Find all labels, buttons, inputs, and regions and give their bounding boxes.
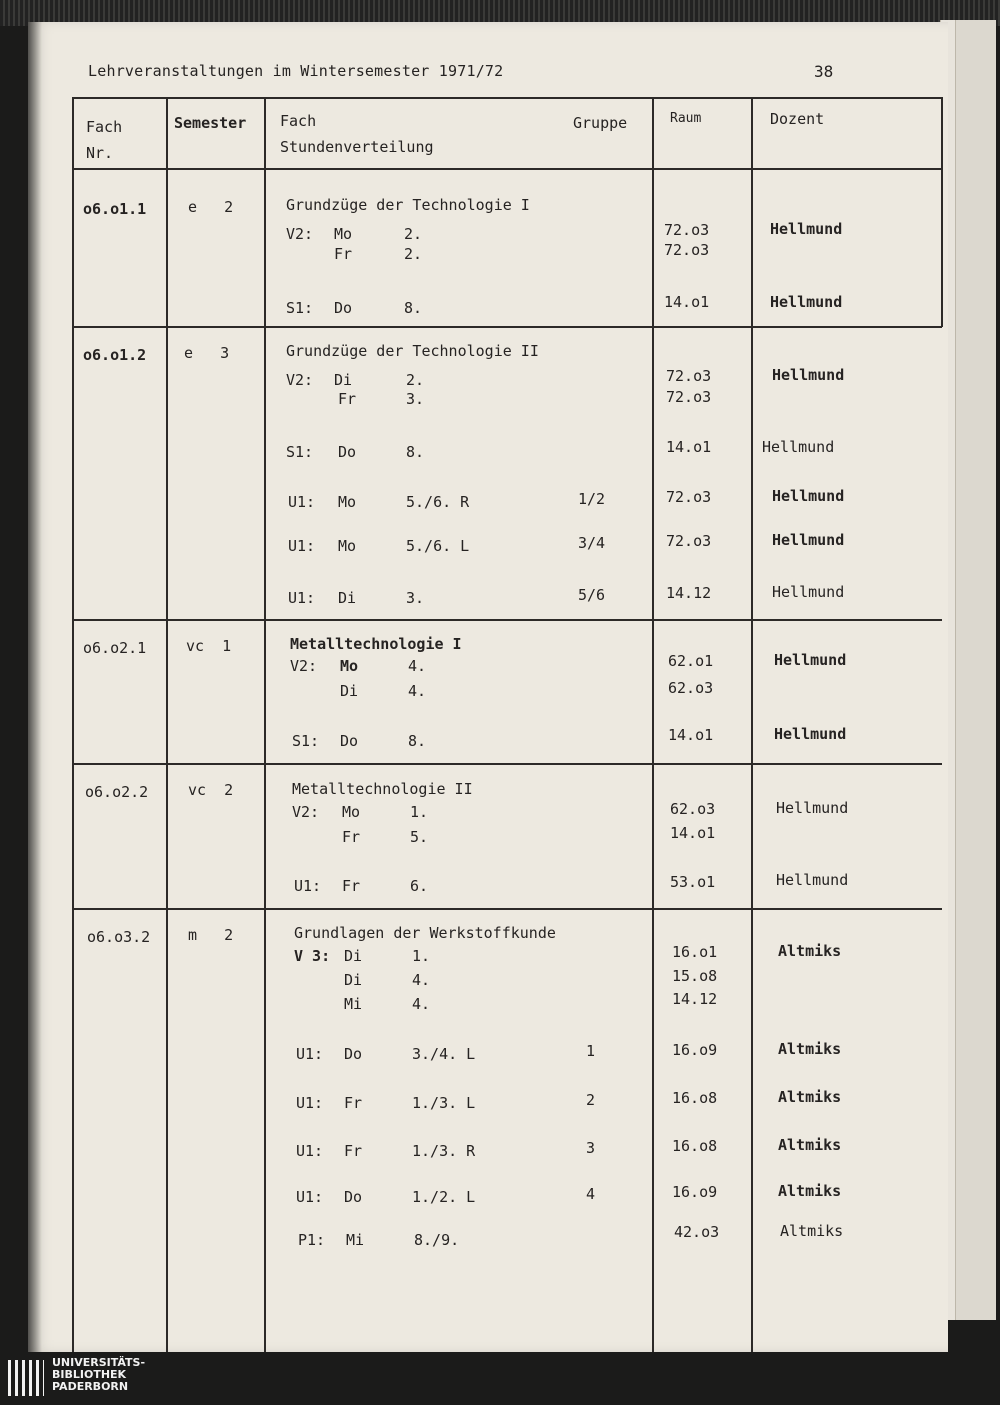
- semester-cell: e 2: [188, 198, 234, 216]
- page-number: 38: [814, 62, 834, 81]
- session-day: Do: [340, 732, 359, 750]
- session-type: V2:: [292, 803, 320, 821]
- lecturer-cell: Hellmund: [774, 651, 847, 669]
- session-day: Mo: [334, 225, 353, 243]
- session-type: S1:: [286, 443, 314, 461]
- session-hour: 2.: [404, 225, 423, 243]
- room-cell: 53.o1: [670, 873, 716, 891]
- room-cell: 72.o3: [664, 221, 710, 239]
- session-type: U1:: [288, 589, 316, 607]
- library-logo-text: UNIVERSITÄTS- BIBLIOTHEK PADERBORN: [52, 1356, 146, 1393]
- session-type: P1:: [298, 1231, 326, 1249]
- course-title: Grundzüge der Technologie I: [286, 196, 530, 214]
- session-hour: 4.: [408, 682, 427, 700]
- col-header-fach-nr: Fach Nr.: [86, 118, 123, 162]
- room-cell: 14.o1: [670, 824, 716, 842]
- document-page: [28, 22, 948, 1352]
- session-hour: 1./3. L: [412, 1094, 476, 1112]
- session-hour: 8.: [404, 299, 423, 317]
- session-day: Di: [338, 589, 357, 607]
- lecturer-cell: Hellmund: [772, 487, 845, 505]
- semester-cell: vc 2: [188, 781, 234, 799]
- room-cell: 14.o1: [666, 438, 712, 456]
- session-hour: 8.: [406, 443, 425, 461]
- session-hour: 5./6. R: [406, 493, 470, 511]
- header-bottom-border: [72, 168, 942, 170]
- room-cell: 16.o8: [672, 1089, 718, 1107]
- session-day: Mo: [340, 657, 359, 675]
- lecturer-cell: Altmiks: [778, 942, 842, 960]
- session-type: U1:: [296, 1188, 324, 1206]
- session-day: Mi: [344, 995, 363, 1013]
- session-hour: 4.: [408, 657, 427, 675]
- session-hour: 3.: [406, 390, 425, 408]
- group-cell: 4: [586, 1185, 596, 1203]
- room-cell: 14.o1: [664, 293, 710, 311]
- room-cell: 16.o8: [672, 1137, 718, 1155]
- lecturer-cell: Hellmund: [772, 366, 845, 384]
- course-number: o6.o2.2: [85, 783, 149, 801]
- col-header-semester: Semester: [174, 114, 247, 132]
- session-hour: 6.: [410, 877, 429, 895]
- session-type: V2:: [286, 225, 314, 243]
- page-title: Lehrveranstaltungen im Wintersemester 1971/72: [88, 62, 504, 80]
- session-type: U1:: [288, 537, 316, 555]
- session-day: Di: [344, 947, 363, 965]
- course-number: o6.o3.2: [87, 928, 151, 946]
- session-hour: 1./2. L: [412, 1188, 476, 1206]
- row-divider: [72, 908, 942, 910]
- course-number: o6.o1.2: [83, 346, 147, 364]
- lecturer-cell: Hellmund: [772, 531, 845, 549]
- room-cell: 16.o1: [672, 943, 718, 961]
- session-hour: 2.: [406, 371, 425, 389]
- group-cell: 2: [586, 1091, 596, 1109]
- session-day: Do: [334, 299, 353, 317]
- course-number: o6.o1.1: [83, 200, 147, 218]
- session-hour: 1.: [412, 947, 431, 965]
- room-cell: 14.o1: [668, 726, 714, 744]
- session-type: V2:: [286, 371, 314, 389]
- room-cell: 62.o3: [670, 800, 716, 818]
- lecturer-cell: Hellmund: [774, 725, 847, 743]
- session-day: Do: [338, 443, 357, 461]
- row-divider: [72, 619, 942, 621]
- session-type: S1:: [286, 299, 314, 317]
- session-day: Di: [340, 682, 359, 700]
- page-edge: [955, 20, 996, 1320]
- binding-shadow: [28, 22, 42, 1352]
- session-hour: 2.: [404, 245, 423, 263]
- lecturer-cell: Hellmund: [776, 871, 849, 889]
- session-type: S1:: [292, 732, 320, 750]
- table-top-border: [72, 97, 942, 99]
- session-day: Do: [344, 1045, 363, 1063]
- lecturer-cell: Hellmund: [776, 799, 849, 817]
- group-cell: 1/2: [578, 490, 606, 508]
- course-title: Grundzüge der Technologie II: [286, 342, 539, 360]
- session-day: Di: [344, 971, 363, 989]
- course-title: Metalltechnologie II: [292, 780, 473, 798]
- library-footer: [0, 1352, 1000, 1405]
- col-divider: [166, 97, 168, 1352]
- session-day: Mo: [338, 537, 357, 555]
- session-type: U1:: [294, 877, 322, 895]
- session-hour: 5./6. L: [406, 537, 470, 555]
- semester-cell: m 2: [188, 926, 234, 944]
- session-type: U1:: [288, 493, 316, 511]
- library-logo-icon: [8, 1360, 44, 1396]
- room-cell: 14.12: [666, 584, 712, 602]
- session-day: Fr: [334, 245, 353, 263]
- semester-cell: e 3: [184, 344, 230, 362]
- session-day: Fr: [342, 828, 361, 846]
- col-header-dozent: Dozent: [770, 110, 825, 128]
- group-cell: 1: [586, 1042, 596, 1060]
- session-hour: 3./4. L: [412, 1045, 476, 1063]
- col-header-raum: Raum: [670, 111, 702, 126]
- lecturer-cell: Hellmund: [762, 438, 835, 456]
- lecturer-cell: Hellmund: [772, 583, 845, 601]
- lecturer-cell: Altmiks: [780, 1222, 844, 1240]
- course-number: o6.o2.1: [83, 639, 147, 657]
- room-cell: 14.12: [672, 990, 718, 1008]
- session-day: Fr: [338, 390, 357, 408]
- col-header-stundenverteilung: Stundenverteilung: [280, 138, 434, 156]
- lecturer-cell: Hellmund: [770, 220, 843, 238]
- session-hour: 1./3. R: [412, 1142, 476, 1160]
- session-hour: 4.: [412, 995, 431, 1013]
- session-type: U1:: [296, 1094, 324, 1112]
- table-right-border: [941, 97, 943, 327]
- group-cell: 3/4: [578, 534, 606, 552]
- group-cell: 5/6: [578, 586, 606, 604]
- session-hour: 3.: [406, 589, 425, 607]
- room-cell: 72.o3: [666, 367, 712, 385]
- col-header-gruppe: Gruppe: [573, 114, 628, 132]
- session-day: Fr: [344, 1142, 363, 1160]
- session-hour: 4.: [412, 971, 431, 989]
- row-divider: [72, 326, 942, 328]
- room-cell: 72.o3: [666, 532, 712, 550]
- session-hour: 5.: [410, 828, 429, 846]
- lecturer-cell: Altmiks: [778, 1182, 842, 1200]
- room-cell: 62.o3: [668, 679, 714, 697]
- room-cell: 15.o8: [672, 967, 718, 985]
- room-cell: 16.o9: [672, 1183, 718, 1201]
- session-type: V 3:: [294, 947, 331, 965]
- session-hour: 8./9.: [414, 1231, 460, 1249]
- session-hour: 8.: [408, 732, 427, 750]
- room-cell: 72.o3: [666, 388, 712, 406]
- session-hour: 1.: [410, 803, 429, 821]
- course-title: Metalltechnologie I: [290, 635, 462, 653]
- session-day: Mo: [338, 493, 357, 511]
- lecturer-cell: Altmiks: [778, 1136, 842, 1154]
- col-divider: [751, 97, 753, 1352]
- col-divider: [652, 97, 654, 1352]
- course-title: Grundlagen der Werkstoffkunde: [294, 924, 556, 942]
- session-day: Di: [334, 371, 353, 389]
- session-type: U1:: [296, 1142, 324, 1160]
- session-day: Mo: [342, 803, 361, 821]
- group-cell: 3: [586, 1139, 596, 1157]
- lecturer-cell: Altmiks: [778, 1088, 842, 1106]
- session-type: V2:: [290, 657, 318, 675]
- semester-cell: vc 1: [186, 637, 232, 655]
- session-day: Mi: [346, 1231, 365, 1249]
- lecturer-cell: Altmiks: [778, 1040, 842, 1058]
- session-type: U1:: [296, 1045, 324, 1063]
- room-cell: 72.o3: [666, 488, 712, 506]
- session-day: Fr: [344, 1094, 363, 1112]
- room-cell: 72.o3: [664, 241, 710, 259]
- table-left-border: [72, 97, 74, 1352]
- session-day: Do: [344, 1188, 363, 1206]
- row-divider: [72, 763, 942, 765]
- lecturer-cell: Hellmund: [770, 293, 843, 311]
- session-day: Fr: [342, 877, 361, 895]
- room-cell: 42.o3: [674, 1223, 720, 1241]
- room-cell: 16.o9: [672, 1041, 718, 1059]
- col-divider: [264, 97, 266, 1352]
- room-cell: 62.o1: [668, 652, 714, 670]
- col-header-fach: Fach: [280, 112, 317, 130]
